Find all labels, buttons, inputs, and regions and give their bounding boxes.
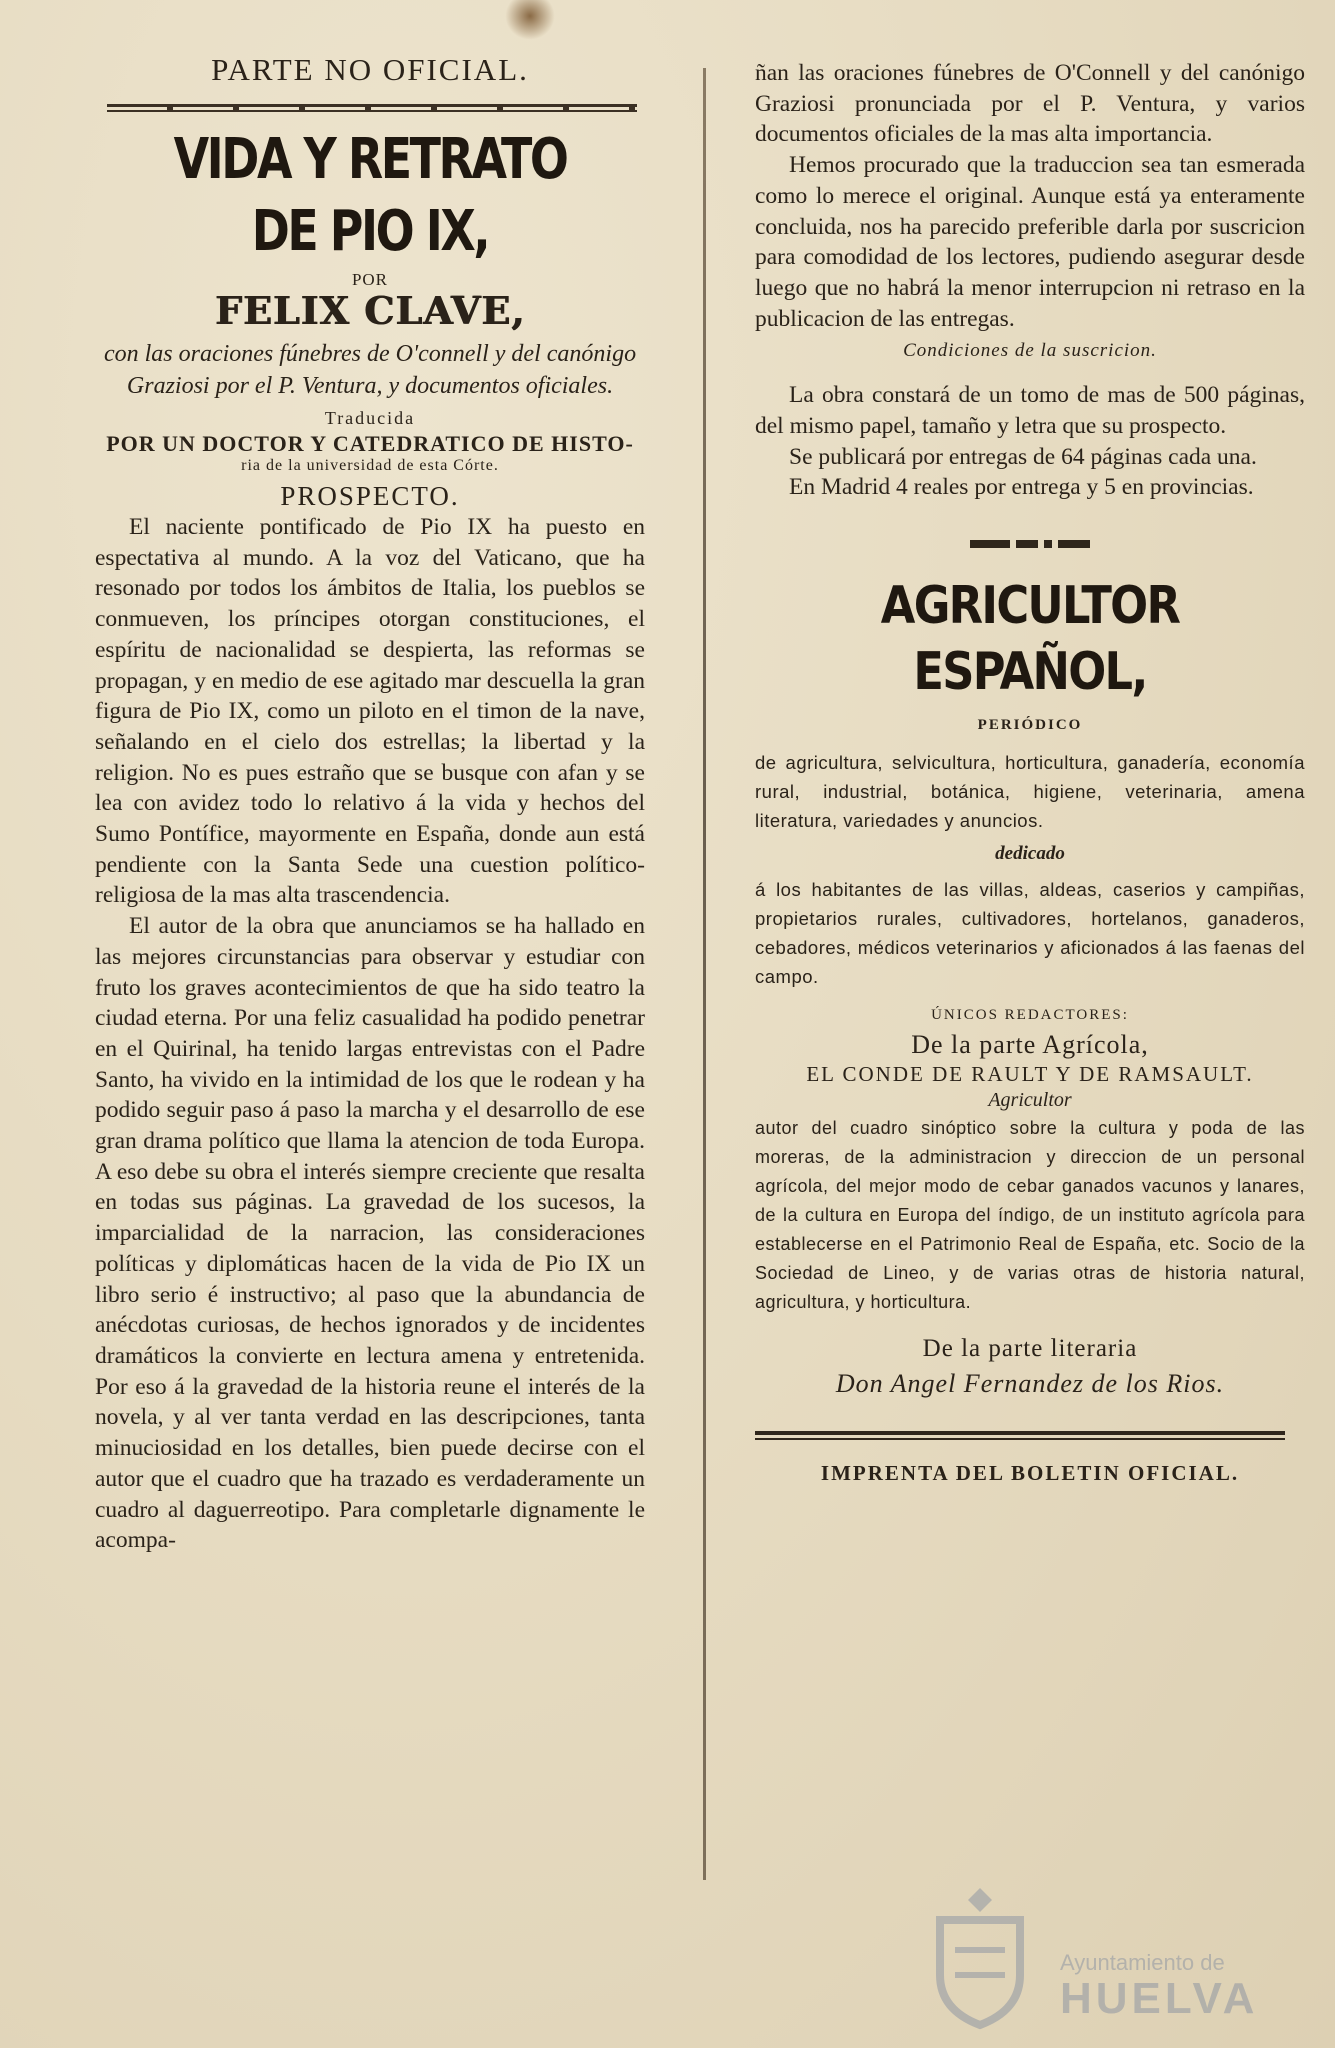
condition-item: Se publicará por entregas de 64 páginas cada una.: [789, 443, 1257, 470]
column-divider: [703, 68, 706, 1880]
conditions-list: [755, 380, 1305, 503]
by-label: POR: [351, 270, 389, 289]
editors-heading: ÚNICOS REDACTORES:: [931, 1007, 1129, 1024]
book-title: VIDA Y RETRATO DE PIO IX,: [173, 127, 567, 264]
translator-line: POR UN DOCTOR Y CATEDRATICO DE HISTO-: [106, 431, 634, 456]
literary-part-label: De la parte literaria: [922, 1335, 1138, 1363]
translated-label: Traducida: [324, 408, 416, 428]
section-header: PARTE NO OFICIAL.: [211, 52, 529, 87]
left-column: [95, 0, 645, 1556]
book-author: FELIX CLAVE,: [214, 288, 526, 333]
paragraph: El naciente pontificado de Pio IX ha puesto en espectativa al mundo. A la voz del Vaticano, que ha resonado por todos los ámbitos de Italia, los pueblos se conmueven, los príncipes otorgan constituciones, el espíritu de nacionalidad se despierta, las reformas se propagan, y en medio de ese agitado mar descuella la gran figura de Pio IX, como un piloto en el timon de la nave, señalando en el cielo dos estrellas; la libertad y la religion. No es pues estraño que se busque con afan y se lea con avidez todo lo relativo á la vida y hechos del Sumo Pontífice, mayormente en España, donde aun está pendiente con la Santa Sede una cuestion político-religiosa de la mas alta trascendencia.: [95, 514, 645, 909]
paragraph: Hemos procurado que la traduccion sea tan esmerada como lo merece el original. Aunque está ya enteramente concluida, nos ha parecido preferible darla por suscricion para comodidad de los lectores, pudiendo asegurar desde luego que no habrá la menor interrupcion ni retraso en la publicacion de las entregas.: [755, 152, 1305, 332]
prospectus-body: [95, 512, 645, 1556]
decorative-rule: [107, 102, 637, 116]
right-column: [755, 0, 1305, 1486]
dedicated-label: dedicado: [995, 843, 1065, 865]
periodical-label: PERIÓDICO: [977, 717, 1083, 734]
condition-item: En Madrid 4 reales por entrega y 5 en provincias.: [789, 474, 1254, 501]
newspaper-title: AGRICULTOR ESPAÑOL,: [880, 576, 1180, 703]
editor-role: Agricultor: [988, 1089, 1072, 1112]
paragraph: El autor de la obra que anunciamos se ha hallado en las mejores circunstancias para observar y estudiar con fruto los graves acontecimientos de que ha sido teatro la ciudad eterna. Por una feliz casualidad ha podido penetrar en el Quirinal, ha tenido largas entrevistas con el Padre Santo, ha vivido en la intimidad de los que le rodean y ha podido seguir paso á paso la marcha y el desarrollo de ese gran drama político que llama la atencion de toda Europa. A eso debe su obra el interés siempre creciente que resalta en todas sus páginas. La gravedad de los sucesos, la imparcialidad de la narracion, las consideraciones políticas y diplomáticas hacen de la vida de Pio IX un libro serio é instructivo; al paso que la abundancia de anécdotas curiosas, de hechos ignorados y de incidentes dramáticos la convierte en lectura amena y entretenida. Por eso á la gravedad de la historia reune el interés de la novela, y al ver tanta verdad en las descripciones, tanta minuciosidad en los detalles, bien puede decirse con el autor que el cuadro que ha trazado es verdaderamente un cuadro al daguerreotipo. Para completarle dignamente le acompa-: [95, 913, 645, 1554]
crest-icon: [920, 1880, 1040, 2030]
editor-credentials: autor del cuadro sinóptico sobre la cultura y poda de las moreras, de la administracion y direccion de un personal agrícola, del mejor modo de cebar ganados vacunos y lanares, de la cultura en Europa del índigo, de un instituto agrícola para establecerse en el Patrimonio Real de España, etc. Socio de la Sociedad de Lineo, y de varias otras de historia natural, agricultura, y horticultura.: [755, 1118, 1305, 1313]
archive-watermark: [920, 1880, 1300, 2030]
prospectus-continued: [755, 58, 1305, 334]
literary-editor-name: Don Angel Fernandez de los Rios.: [835, 1369, 1225, 1399]
printer-imprint: IMPRENTA DEL BOLETIN OFICIAL.: [820, 1461, 1240, 1486]
translator-line-2: ria de la universidad de esta Córte.: [241, 457, 499, 474]
condition-item: La obra constará de un tomo de mas de 500 páginas, del mismo papel, tamaño y letra que su prospecto.: [755, 382, 1305, 440]
paragraph: ñan las oraciones fúnebres de O'Connell y del canónigo Graziosi pronunciada por el P. Ventura, y varios documentos oficiales de la mas alta importancia.: [755, 60, 1305, 148]
watermark-line-1: Ayuntamiento de: [1060, 1950, 1225, 1975]
editor-name: EL CONDE DE RAULT Y DE RAMSAULT.: [806, 1062, 1254, 1087]
book-subtitle: con las oraciones fúnebres de O'connell y del canónigo Graziosi por el P. Ventura, y documentos oficiales.: [103, 341, 637, 399]
bottom-rule: [755, 1431, 1285, 1443]
watermark-line-2: HUELVA: [1060, 1974, 1259, 2023]
dedication-text: á los habitantes de las villas, aldeas, caserios y campiñas, propietarios rurales, cultivadores, hortelanos, ganaderos, cebadores, médicos veterinarios y aficionados á las faenas del campo.: [755, 879, 1305, 988]
ornament-rule: [970, 537, 1090, 551]
conditions-heading: Condiciones de la suscricion.: [903, 340, 1157, 362]
prospectus-heading: PROSPECTO.: [280, 481, 460, 511]
agricultural-part-label: De la parte Agrícola,: [911, 1030, 1149, 1060]
newspaper-description: de agricultura, selvicultura, horticultura, ganadería, economía rural, industrial, botánica, higiene, veterinaria, amena literatura, variedades y anuncios.: [755, 752, 1305, 832]
